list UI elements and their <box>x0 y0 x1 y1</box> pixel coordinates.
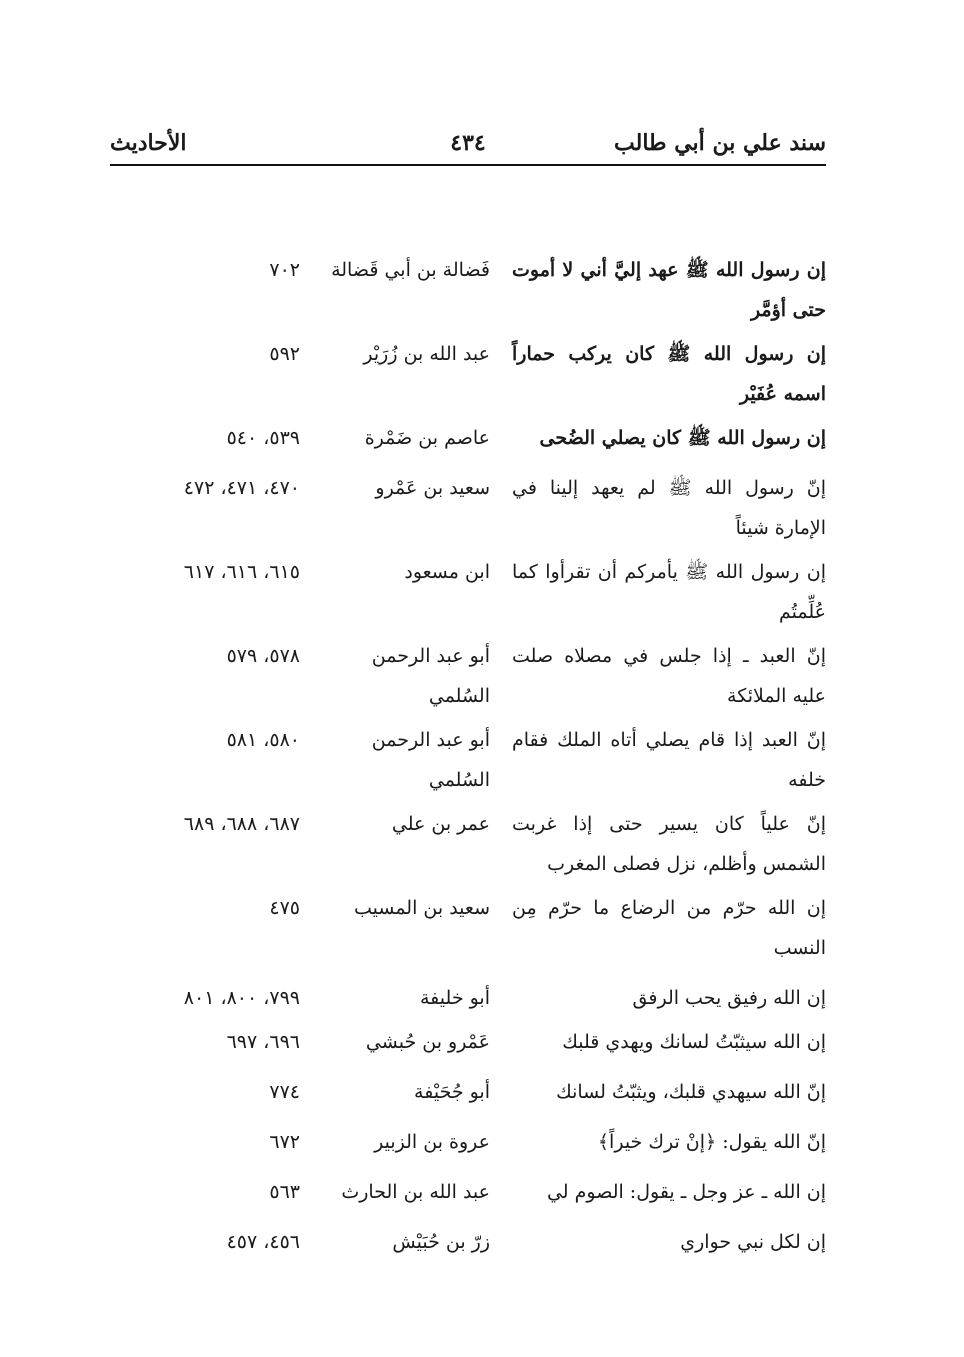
narrator-name: زرّ بن حُبَيْش <box>392 1231 490 1253</box>
section-title: الأحاديث <box>110 130 187 156</box>
hadith-numbers: ٤٥٦، ٤٥٧ <box>226 1231 300 1253</box>
hadith-text: إن الله سيثبّتُ لسانك ويهدي قلبك <box>562 1031 826 1053</box>
index-entry <box>110 720 826 800</box>
index-entry <box>110 1022 826 1062</box>
narrator-name: عبد الله بن زُرَيْر <box>363 343 490 365</box>
narrator-name: عبد الله بن الحارث <box>341 1181 490 1203</box>
hadith-numbers: ٥٦٣ <box>269 1181 300 1203</box>
hadith-text: إن الله ـ عز وجل ـ يقول: الصوم لي <box>546 1181 826 1203</box>
hadith-text: إنّ العبد إذا قام يصلي أتاه الملك فقام خلفه <box>512 729 826 791</box>
hadith-text: إن رسول الله ﷺ كان يركب حماراً اسمه عُفَيْر <box>512 343 826 405</box>
hadith-numbers: ٦٩٦، ٦٩٧ <box>226 1031 300 1053</box>
index-entry <box>110 888 826 968</box>
index-entry <box>110 334 826 414</box>
narrator-name: سعيد بن عَمْرو <box>375 477 490 499</box>
index-entry <box>110 552 826 632</box>
hadith-numbers: ٧٠٢ <box>269 259 300 281</box>
index-entry <box>110 250 826 330</box>
narrator-name: أبو عبد الرحمن السُلمي <box>371 645 490 707</box>
hadith-text: إنّ العبد ـ إذا جلس في مصلاه صلت عليه الملائكة <box>512 645 826 707</box>
index-entry <box>110 1222 826 1262</box>
index-entry <box>110 1172 826 1212</box>
hadith-text: إن رسول الله ﷺ عهد إليَّ أني لا أموت حتى أؤمَّر <box>512 259 826 321</box>
narrator-name: عَمْرو بن حُبشي <box>365 1031 490 1053</box>
hadith-numbers: ٥٩٢ <box>269 343 300 365</box>
narrator-name: عمر بن علي <box>391 813 490 835</box>
hadith-numbers: ٤٧٠، ٤٧١، ٤٧٢ <box>183 477 300 499</box>
hadith-text: إن رسول الله ﷺ كان يصلي الضُحى <box>539 427 826 449</box>
hadith-numbers: ٥٣٩، ٥٤٠ <box>226 427 300 449</box>
hadith-numbers: ٦١٥، ٦١٦، ٦١٧ <box>183 561 300 583</box>
narrator-name: فَضالة بن أبي قَضالة <box>331 259 490 281</box>
index-entry <box>110 636 826 716</box>
index-entry <box>110 978 826 1018</box>
hadith-numbers: ٧٩٩، ٨٠٠، ٨٠١ <box>183 987 300 1009</box>
header-divider <box>110 164 826 166</box>
hadith-numbers: ٥٧٨، ٥٧٩ <box>226 645 300 667</box>
narrator-name: عاصم بن ضَمْرة <box>364 427 490 449</box>
narrator-name: أبو جُحَيْفة <box>414 1081 490 1103</box>
hadith-text: إنّ الله يقول: ﴿إنْ ترك خيراً﴾ <box>597 1131 826 1153</box>
hadith-text: إنّ رسول الله ﷺ لم يعهد إلينا في الإمارة شيئاً <box>512 477 826 539</box>
hadith-text: إنّ الله سيهدي قلبك، ويثبّتُ لسانك <box>556 1081 826 1103</box>
index-entry <box>110 804 826 884</box>
index-entry <box>110 468 826 548</box>
book-title: سند علي بن أبي طالب <box>614 130 826 156</box>
hadith-text: إنّ علياً كان يسير حتى إذا غربت الشمس وأظلم، نزل فصلى المغرب <box>512 813 826 875</box>
hadith-text: إن لكل نبي حواري <box>680 1231 826 1253</box>
narrator-name: أبو خليفة <box>420 987 490 1009</box>
index-entry <box>110 1122 826 1162</box>
narrator-name: عروة بن الزبير <box>374 1131 490 1153</box>
hadith-numbers: ٤٧٥ <box>269 897 300 919</box>
page-header <box>110 124 826 164</box>
hadith-numbers: ٦٨٧، ٦٨٨، ٦٨٩ <box>183 813 300 835</box>
index-entry <box>110 418 826 458</box>
hadith-numbers: ٦٧٢ <box>269 1131 300 1153</box>
hadith-numbers: ٥٨٠، ٥٨١ <box>226 729 300 751</box>
hadith-text: إن الله حرّم من الرضاع ما حرّم مِن النسب <box>512 897 826 959</box>
hadith-text: إن رسول الله ﷺ يأمركم أن تقرأوا كما عُلِّمتُم <box>512 561 826 623</box>
narrator-name: ابن مسعود <box>404 561 490 583</box>
hadith-text: إن الله رفيق يحب الرفق <box>632 987 826 1009</box>
narrator-name: سعيد بن المسيب <box>353 897 490 919</box>
index-entry <box>110 1072 826 1112</box>
hadith-numbers: ٧٧٤ <box>269 1081 300 1103</box>
page-number: ٤٣٤ <box>450 130 486 156</box>
narrator-name: أبو عبد الرحمن السُلمي <box>371 729 490 791</box>
hadith-index-list <box>110 250 826 1272</box>
